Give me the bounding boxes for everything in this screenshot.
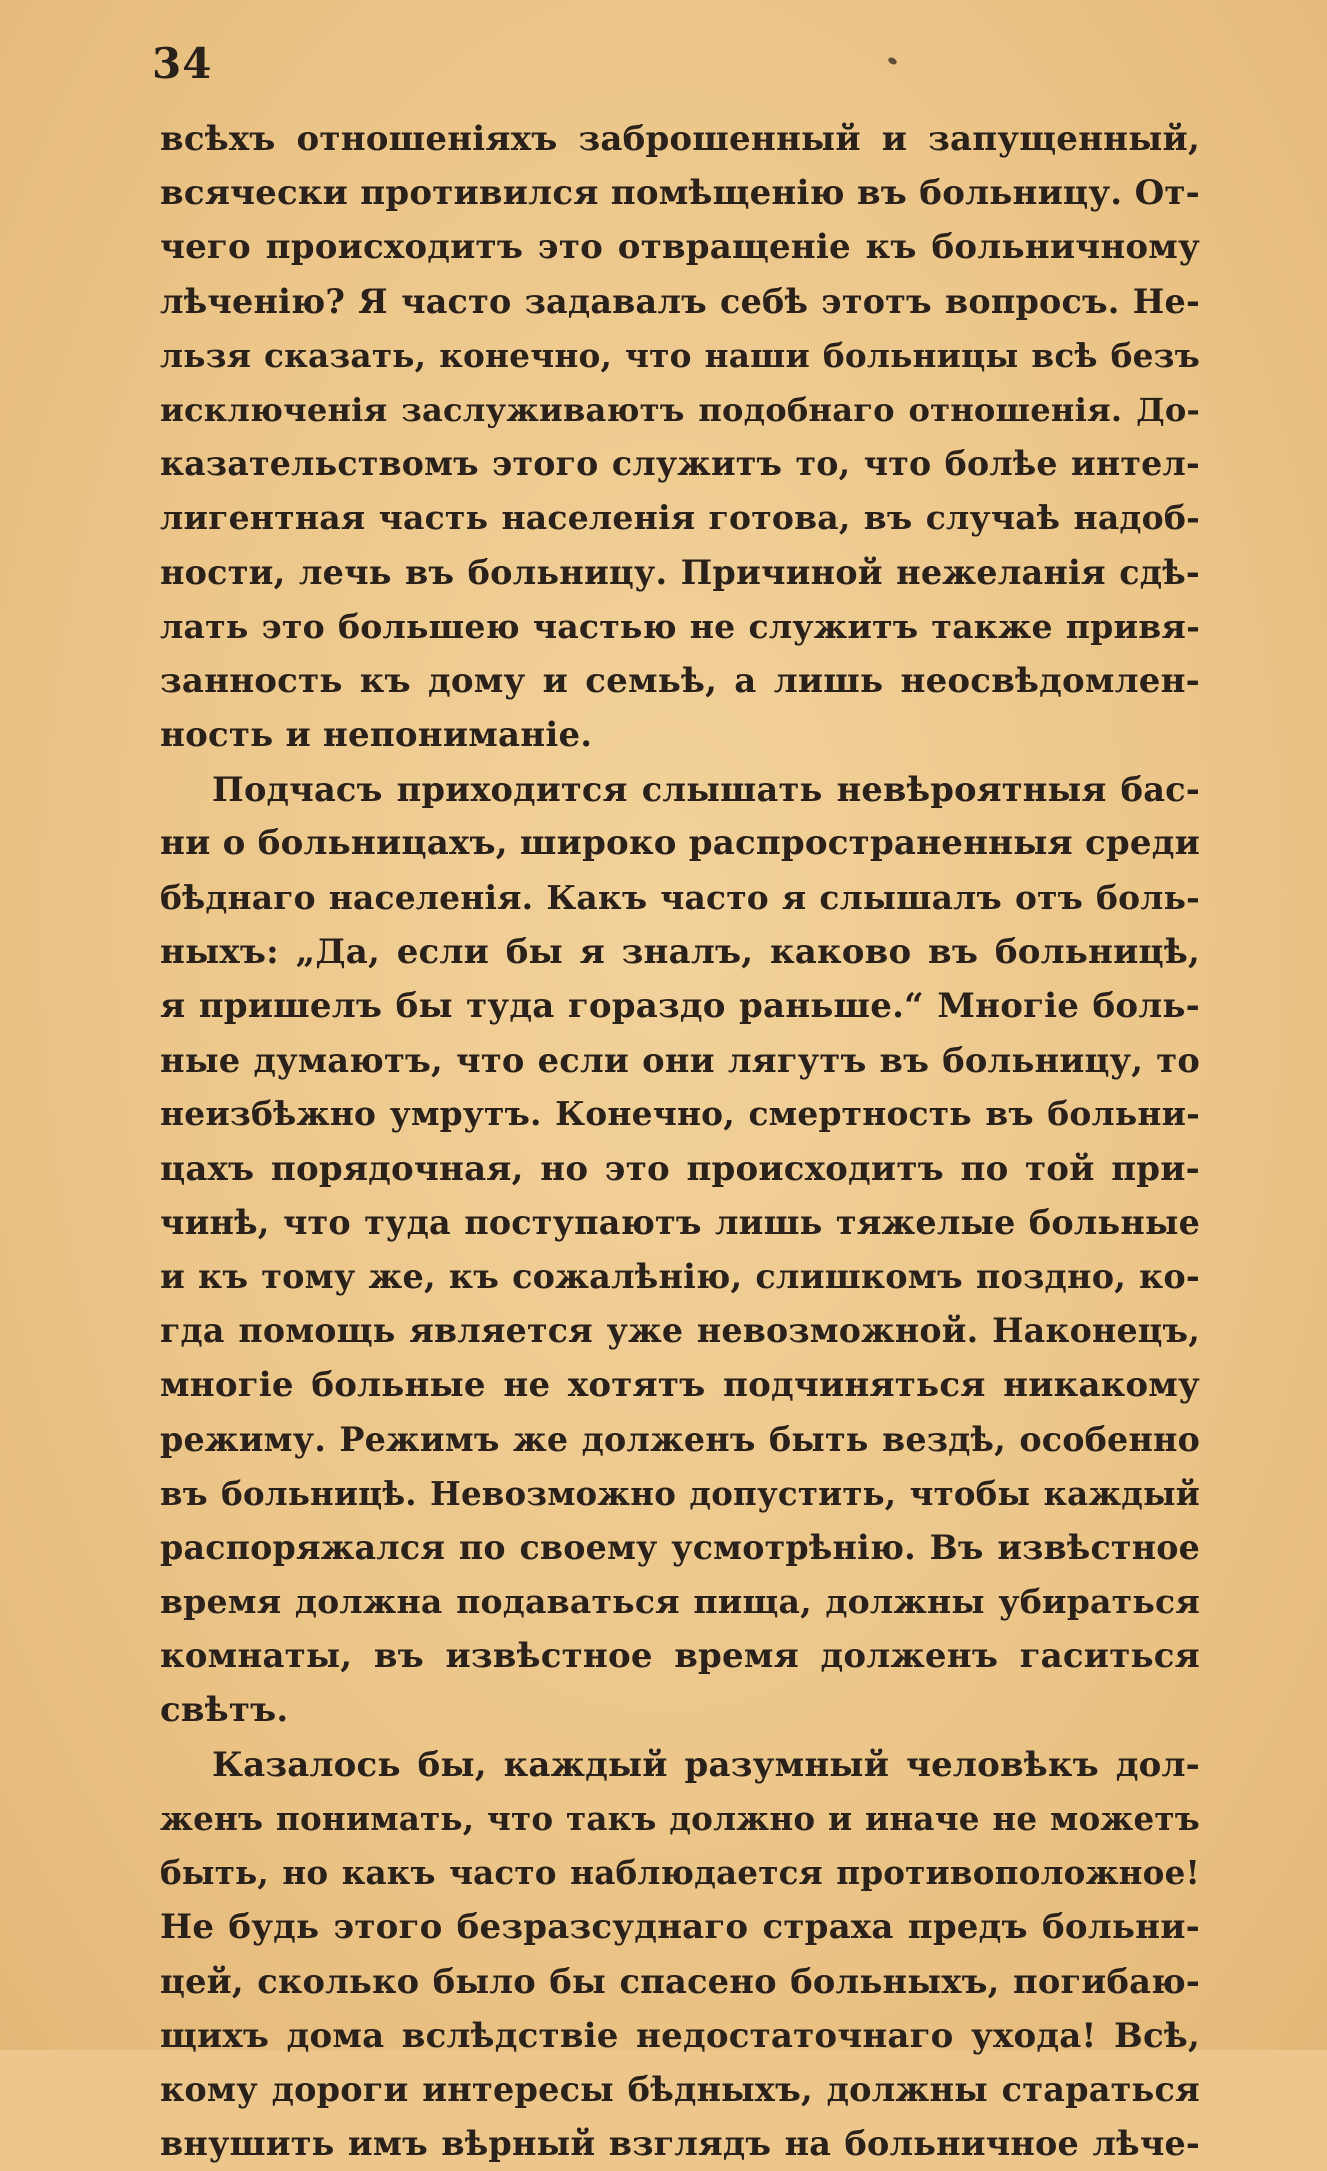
text-line: исключенія заслуживаютъ подобнаго отношенія. До- (160, 390, 1200, 429)
text-line: лѣченію? Я часто задавалъ себѣ этотъ вопросъ. Не- (160, 281, 1200, 321)
body-text (160, 112, 1200, 2171)
text-line: цахъ порядочная, но это происходитъ по той при- (160, 1148, 1200, 1189)
text-line: женъ понимать, что такъ должно и иначе не можетъ (160, 1798, 1200, 1838)
text-line: чинѣ, что туда поступаютъ лишь тяжелые больные (160, 1202, 1200, 1242)
text-line: бѣднаго населенія. Какъ часто я слышалъ отъ боль- (160, 877, 1200, 917)
text-line: Подчасъ приходится слышать невѣроятныя бас- (212, 769, 1200, 810)
text-line: свѣтъ. (160, 1690, 289, 1731)
text-line: занность къ дому и семьѣ, а лишь неосвѣдомлен- (160, 660, 1200, 701)
text-line: всячески противился помѣщенію въ больницу. От- (160, 173, 1200, 214)
text-line: лигентная часть населенія готова, въ случаѣ надоб- (160, 498, 1200, 538)
text-line: ности, лечь въ больницу. Причиной нежеланія сдѣ- (160, 552, 1200, 592)
text-line: я пришелъ бы туда гораздо раньше.“ Многіе боль- (160, 986, 1200, 1026)
text-line: чего происходитъ это отвращеніе къ больничному (160, 227, 1200, 268)
text-line: режиму. Режимъ же долженъ быть вездѣ, особенно (160, 1419, 1200, 1459)
text-line: ныхъ: „Да, если бы я зналъ, каково въ больницѣ, (160, 931, 1200, 972)
text-line: ность и непониманіе. (160, 715, 593, 756)
text-line: ные думаютъ, что если они лягутъ въ больницу, то (160, 1040, 1200, 1081)
text-line: распоряжался по своему усмотрѣнію. Въ извѣстное (160, 1527, 1200, 1567)
text-line: внушить имъ вѣрный взглядъ на больничное лѣче- (160, 2123, 1200, 2163)
text-line: ни о больницахъ, широко распространенныя среди (160, 823, 1200, 864)
text-line: неизбѣжно умрутъ. Конечно, смертность въ больни- (160, 1094, 1200, 1134)
text-line: быть, но какъ часто наблюдается противоположное! (160, 1853, 1200, 1892)
text-line: льзя сказать, конечно, что наши больницы всѣ безъ (160, 335, 1200, 375)
text-line: и къ тому же, къ сожалѣнію, слишкомъ поздно, ко- (160, 1256, 1200, 1296)
text-line: кому дороги интересы бѣдныхъ, должны стараться (160, 2069, 1200, 2109)
text-line: Не будь этого безразсуднаго страха предъ больни- (160, 1907, 1200, 1948)
page-number: 34 (152, 39, 213, 88)
text-line: всѣхъ отношеніяхъ заброшенный и запущенный, (160, 119, 1200, 159)
text-line: лать это большею частью не служитъ также привя- (160, 606, 1200, 646)
text-line: гда помощь является уже невозможной. Наконецъ, (160, 1311, 1200, 1351)
text-line: въ больницѣ. Невозможно допустить, чтобы каждый (160, 1474, 1200, 1513)
text-line: щихъ дома вслѣдствіе недостаточнаго ухода! Всѣ, (160, 2015, 1200, 2056)
text-line: многіе больные не хотятъ подчиняться никакому (160, 1365, 1200, 1406)
text-line: Казалось бы, каждый разумный человѣкъ дол- (212, 1744, 1200, 1785)
ink-speck (887, 56, 898, 66)
text-line: комнаты, въ извѣстное время долженъ гаситься (160, 1636, 1200, 1677)
text-line: казательствомъ этого служитъ то, что болѣе интел- (160, 444, 1200, 484)
text-line: время должна подаваться пища, должны убираться (160, 1582, 1200, 1622)
text-line: цей, сколько было бы спасено больныхъ, погибаю- (160, 1961, 1200, 2002)
